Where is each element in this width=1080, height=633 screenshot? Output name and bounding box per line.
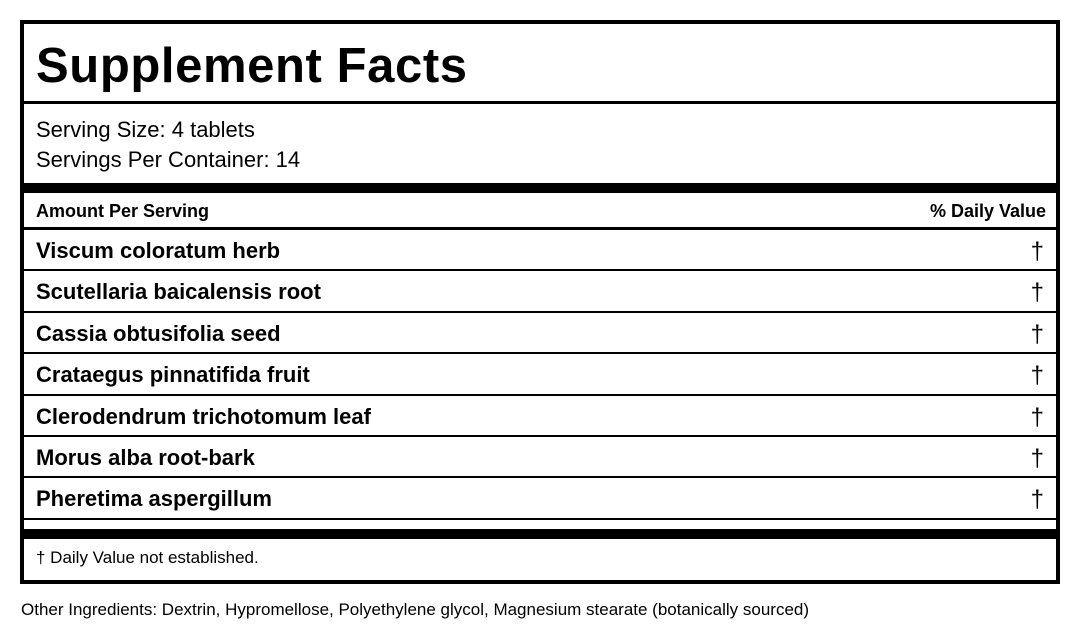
ingredient-name: Morus alba root-bark <box>36 444 255 470</box>
ingredient-name: Crataegus pinnatifida fruit <box>36 362 310 388</box>
other-ingredients: Other Ingredients: Dextrin, Hypromellose, Polyethylene glycol, Magnesium stearate (botanically sourced) <box>21 600 810 619</box>
serving-info <box>24 104 1056 183</box>
daily-value-header: % Daily Value <box>929 201 1046 221</box>
panel-title: Supplement Facts <box>36 39 468 93</box>
daily-value-footnote: † Daily Value not established. <box>36 548 259 567</box>
thick-divider-bottom <box>24 529 1056 539</box>
servings-per-container: Servings Per Container: 14 <box>36 147 301 172</box>
dagger-symbol: † <box>1030 444 1044 472</box>
amount-per-serving-header: Amount Per Serving <box>36 201 210 221</box>
ingredient-row <box>24 230 1056 271</box>
ingredient-rows <box>24 230 1056 520</box>
ingredient-row <box>24 478 1056 519</box>
ingredient-row <box>24 437 1056 478</box>
dagger-symbol: † <box>1030 320 1044 348</box>
title-block <box>24 24 1056 104</box>
dagger-symbol: † <box>1030 362 1044 390</box>
ingredient-name: Cassia obtusifolia seed <box>36 320 281 346</box>
column-header-row <box>24 193 1056 230</box>
ingredient-row <box>24 396 1056 437</box>
dagger-symbol: † <box>1030 403 1044 431</box>
dagger-symbol: † <box>1030 279 1044 307</box>
dagger-symbol: † <box>1030 486 1044 514</box>
thick-divider-top <box>24 183 1056 193</box>
ingredient-row <box>24 271 1056 312</box>
supplement-facts-panel <box>20 20 1060 584</box>
ingredient-row <box>24 354 1056 395</box>
ingredient-name: Clerodendrum trichotomum leaf <box>36 403 371 429</box>
ingredient-row <box>24 313 1056 354</box>
dagger-symbol: † <box>1030 238 1044 265</box>
ingredient-name: Pheretima aspergillum <box>36 486 272 512</box>
ingredient-name: Scutellaria baicalensis root <box>36 279 321 305</box>
serving-size: Serving Size: 4 tablets <box>36 117 255 142</box>
ingredient-name: Viscum coloratum herb <box>36 238 281 263</box>
